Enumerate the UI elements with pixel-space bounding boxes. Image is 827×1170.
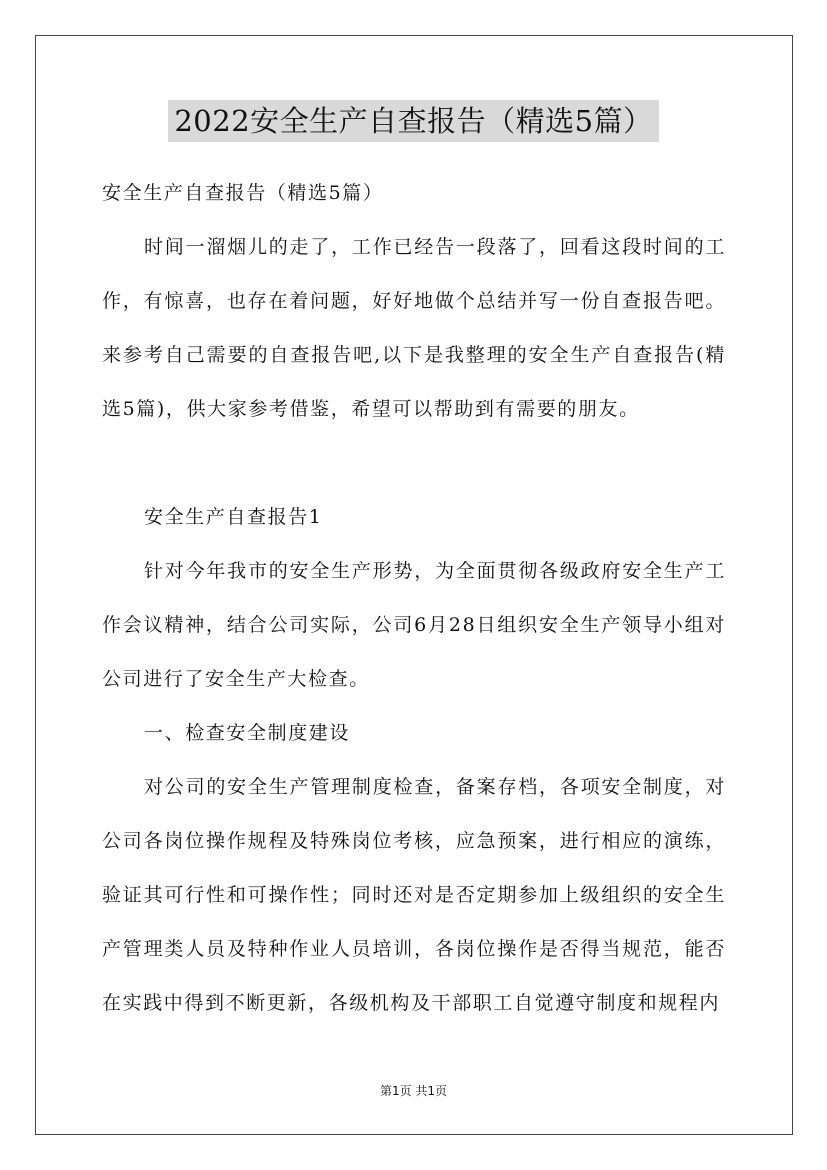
section-paragraph-1: 针对今年我市的安全生产形势，为全面贯彻各级政府安全生产工作会议精神，结合公司实际，公司6月28日组织安全生产领导小组对公司进行了安全生产大检查。 bbox=[102, 560, 726, 690]
page-footer: 第1页 共1页 bbox=[379, 1084, 448, 1098]
section-paragraph-2: 对公司的安全生产管理制度检查，备案存档，各项安全制度，对公司各岗位操作规程及特殊岗位考核，应急预案，进行相应的演练，验证其可行性和可操作性；同时还对是否定期参加上级组织的安全生产管理类人员及特种作业人员培训，各岗位操作是否得当规范，能否在实践中得到不断更新，各级机构及干部职工自觉遵守制度和规程内 bbox=[102, 776, 726, 1014]
sub-heading: 一、检查安全制度建设 bbox=[144, 722, 351, 744]
intro-block bbox=[102, 220, 726, 436]
document-subtitle: 安全生产自查报告（精选5篇） bbox=[102, 182, 384, 204]
document-title bbox=[0, 100, 827, 142]
intro-paragraph: 时间一溜烟儿的走了，工作已经告一段落了，回看这段时间的工作，有惊喜，也存在着问题，好好地做个总结并写一份自查报告吧。来参考自己需要的自查报告吧,以下是我整理的安全生产自查报告(精选5篇)，供大家参考借鉴，希望可以帮助到有需要的朋友。 bbox=[102, 236, 726, 420]
section-block bbox=[102, 490, 726, 1030]
section-heading: 安全生产自查报告1 bbox=[144, 506, 323, 528]
document-title-text: 2022安全生产自查报告（精选5篇） bbox=[168, 100, 658, 142]
